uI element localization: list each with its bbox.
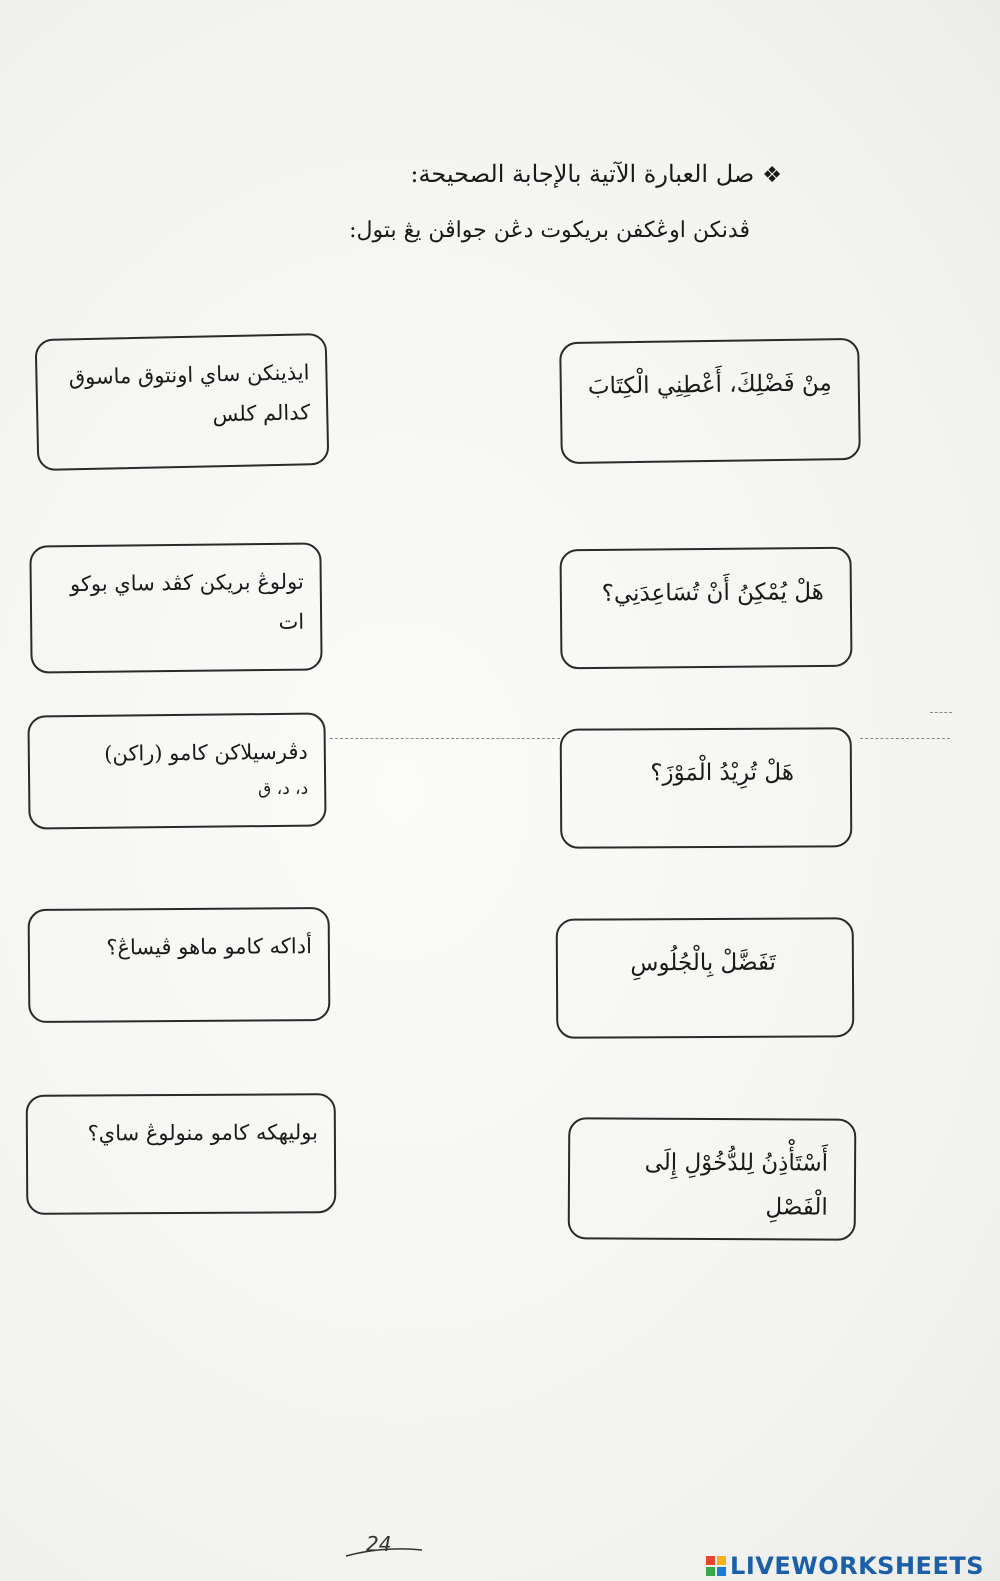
answer-box-line: كدالم كلس xyxy=(212,400,311,427)
answer-box-line: ات xyxy=(278,609,305,634)
answer-box-2[interactable] xyxy=(29,542,322,673)
answer-box-1[interactable] xyxy=(35,333,330,471)
instruction-arabic-text: صل العبارة الآتية بالإجابة الصحيحة: xyxy=(410,160,755,188)
phrase-text: مِنْ فَضْلِكَ، أَعْطِنِي الْكِتَابَ xyxy=(587,370,832,400)
answer-box-line: دڤرسيلاكن كامو (راكن) xyxy=(104,739,308,766)
phrase-text: هَلْ تُرِيْدُ الْمَوْزَ؟ xyxy=(650,759,794,787)
brand-name: LIVEWORKSHEETS xyxy=(730,1552,984,1580)
answer-box-line: تولوڠ بريكن كڤد ساي بوكو xyxy=(69,569,304,597)
answer-box-4[interactable] xyxy=(28,907,331,1023)
liveworksheets-brand xyxy=(706,1552,984,1580)
scan-dashed-line xyxy=(930,712,952,713)
instruction-jawi: ڤدنكن اوڠكفن بريكوت دڠن جواڤن يڠ بتول: xyxy=(349,218,750,243)
instruction-arabic xyxy=(410,160,782,188)
answer-box-line: أداكه كامو ماهو ڤيساڠ؟ xyxy=(106,934,312,960)
phrase-box-4[interactable] xyxy=(556,917,855,1039)
answer-box-3[interactable] xyxy=(27,712,326,829)
phrase-text: أَسْتَأْذِنُ لِلدُّخُوْلِ إِلَى الْفَصْلِ xyxy=(644,1149,829,1221)
phrase-box-5[interactable] xyxy=(568,1117,857,1241)
page-number: 24 xyxy=(366,1532,392,1556)
scan-dashed-line xyxy=(330,738,560,739)
scan-dashed-line xyxy=(860,738,950,739)
liveworksheets-logo-icon xyxy=(706,1556,726,1576)
phrase-box-1[interactable] xyxy=(559,338,861,464)
phrase-text: تَفَضَّلْ بِالْجُلُوسِ xyxy=(630,949,776,977)
answer-box-line: بوليهكه كامو منولوڠ ساي؟ xyxy=(87,1120,318,1146)
phrase-box-3[interactable] xyxy=(560,727,853,849)
answer-box-line: د، د، ق xyxy=(257,778,309,800)
diamond-bullet-icon: ❖ xyxy=(762,163,782,188)
phrase-text: هَلْ يُمْكِنُ أَنْ تُسَاعِدَنِي؟ xyxy=(601,578,824,607)
answer-box-5[interactable] xyxy=(26,1093,337,1215)
answer-box-line: ايذينكن ساي اونتوق ماسوق xyxy=(68,360,310,390)
phrase-box-2[interactable] xyxy=(559,547,852,670)
